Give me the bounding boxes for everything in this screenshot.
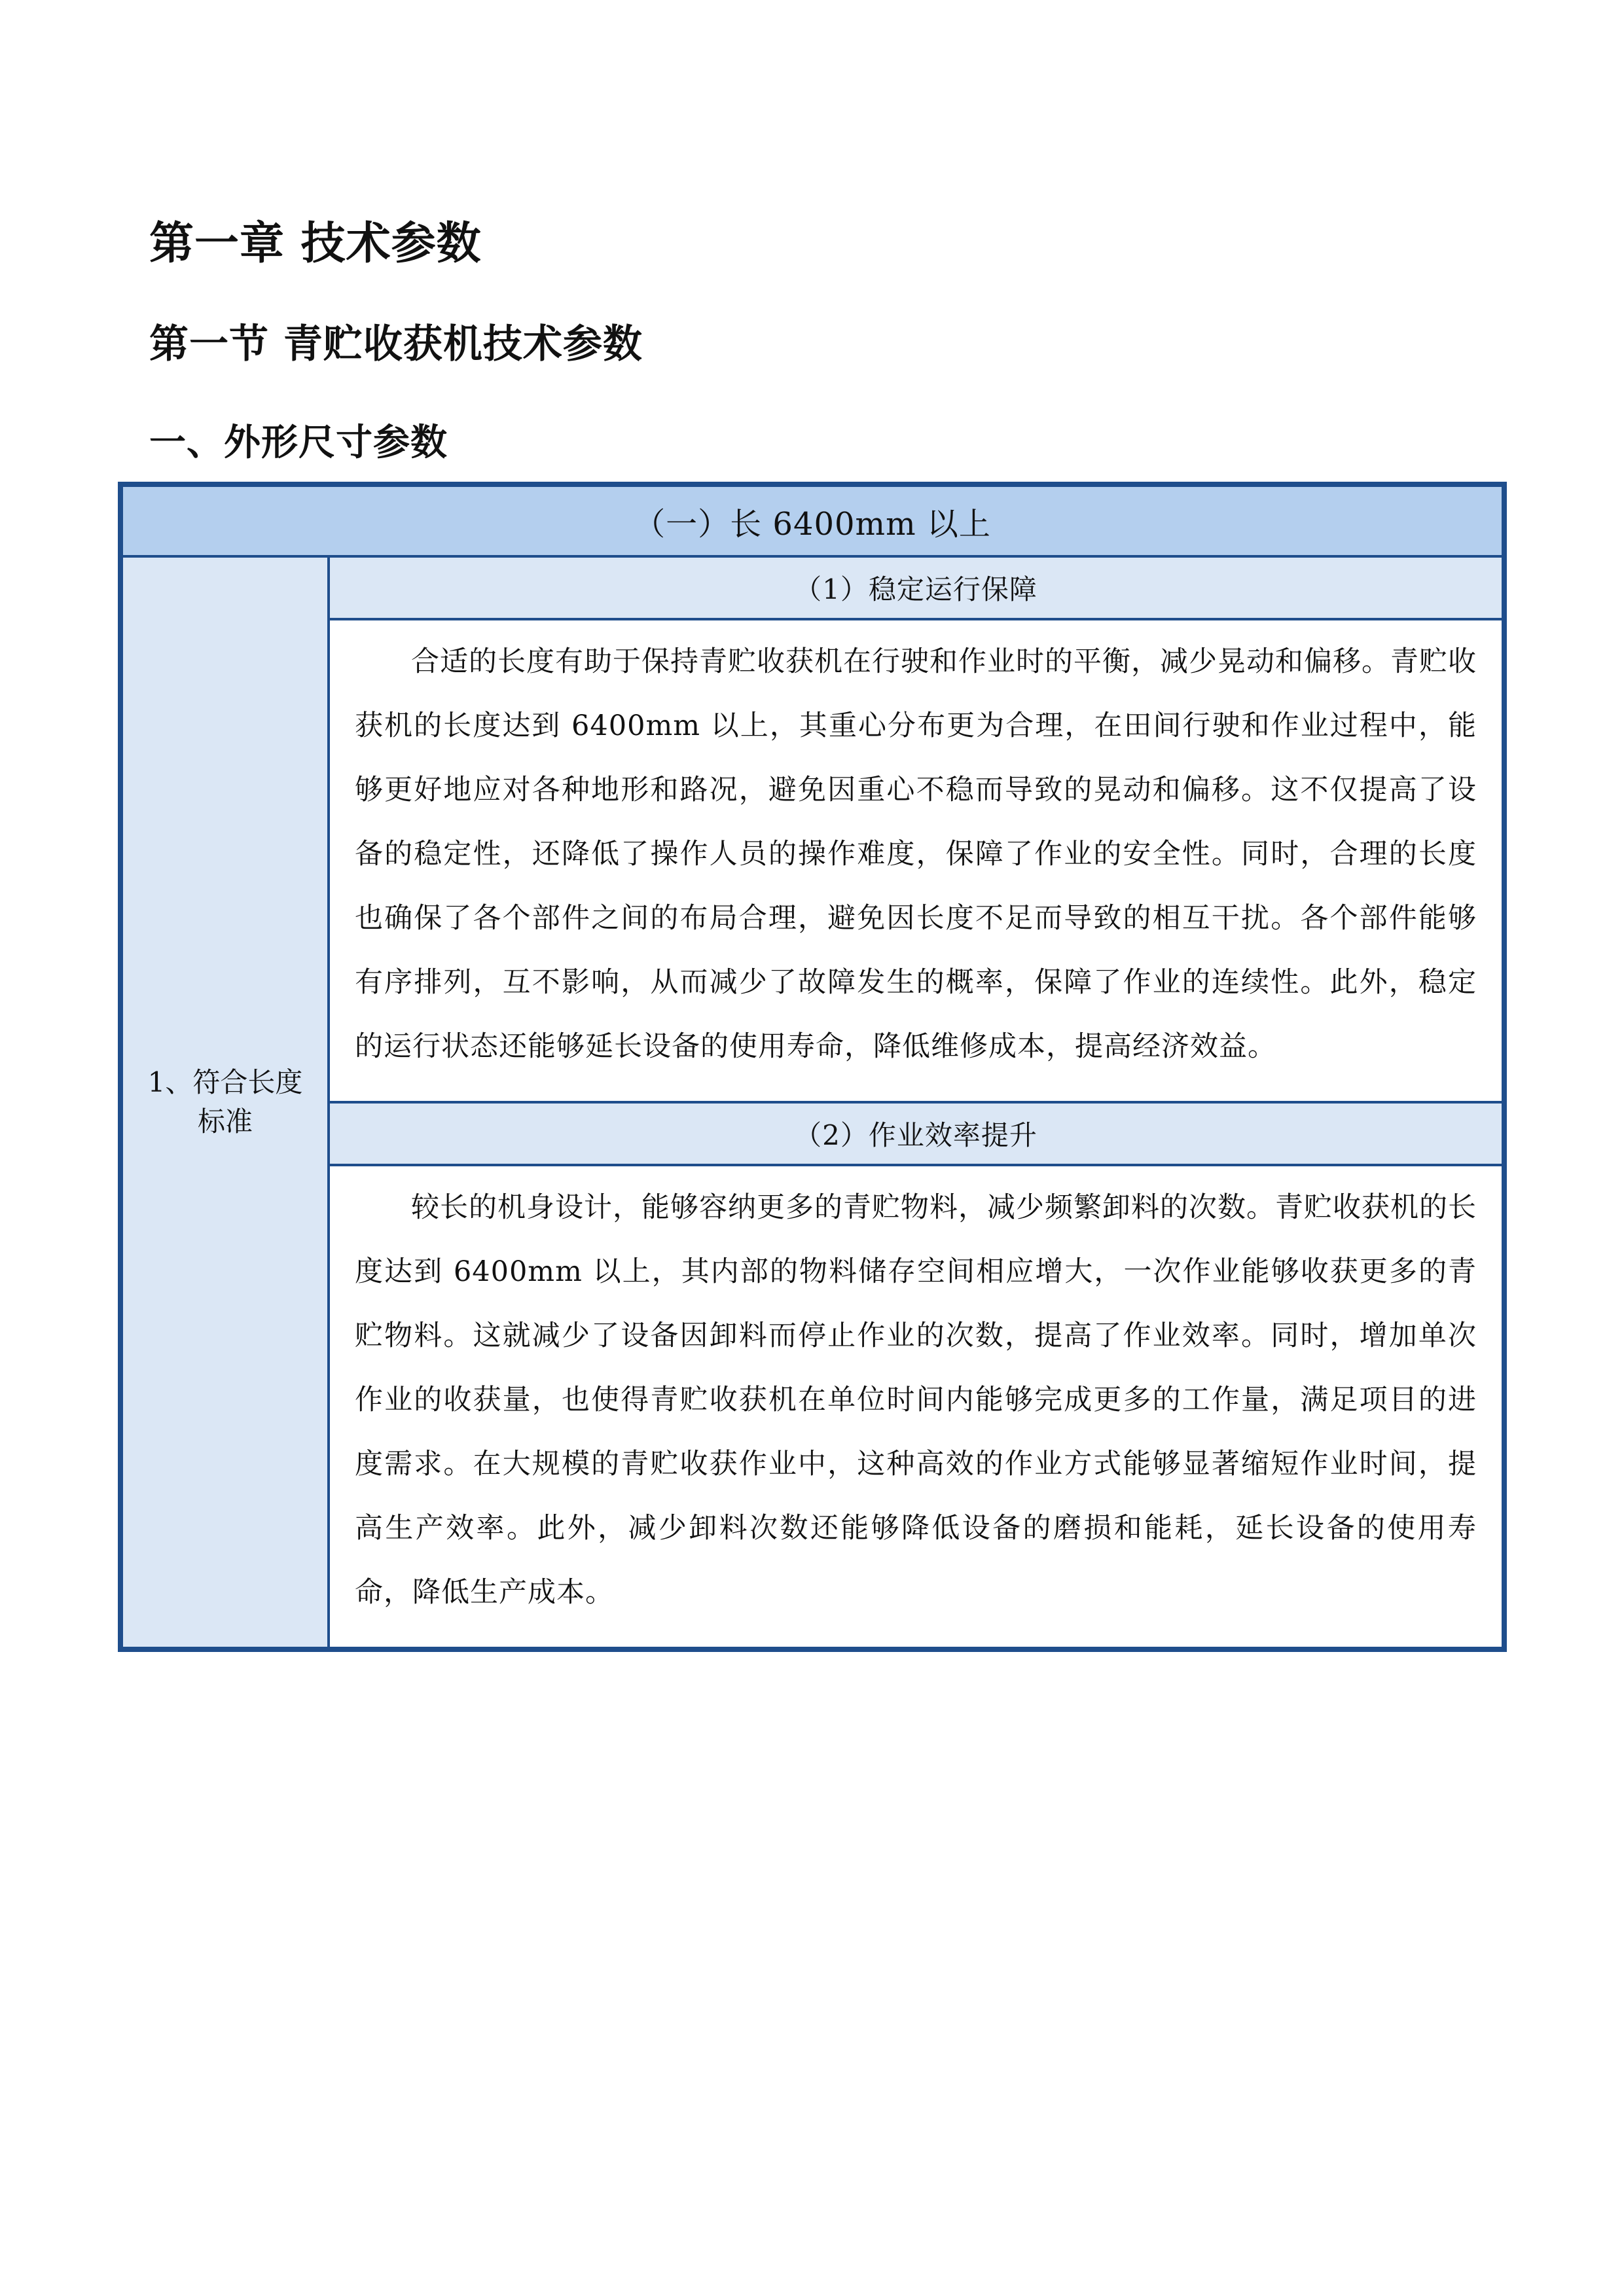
table-row xyxy=(120,556,1504,619)
table-row xyxy=(120,1165,1504,1649)
item-body-cell xyxy=(329,1165,1504,1649)
item-title-efficiency: （2）作业效率提升 xyxy=(329,1102,1504,1165)
chapter-title: 第一章 技术参数 xyxy=(149,218,482,270)
item-body-efficiency: 较长的机身设计，能够容纳更多的青贮物料，减少频繁卸料的次数。青贮收获机的长度达到 6400mm 以上，其内部的物料储存空间相应增大，一次作业能够收获更多的青贮物料。这就减少了设备因卸料而停止作业的次数，提高了作业效率。同时，增加单次作业的收获量，也使得青贮收获机在单位时间内能够完成更多的工作量，满足项目的进度需求。在大规模的青贮收获作业中，这种高效的作业方式能够显著缩短作业时间，提高生产效率。此外，减少卸料次数还能够降低设备的磨损和能耗，延长设备的使用寿命，降低生产成本。 xyxy=(355,1191,1477,1609)
table-row xyxy=(120,1102,1504,1165)
item-title-stability: （1）稳定运行保障 xyxy=(329,556,1504,619)
table-header-row xyxy=(120,484,1504,556)
table-header: （一）长 6400mm 以上 xyxy=(120,484,1504,556)
row-label: 1、符合长度标准 xyxy=(120,556,329,1649)
subsection-title: 一、外形尺寸参数 xyxy=(149,422,448,464)
section-title: 第一节 青贮收获机技术参数 xyxy=(149,321,643,367)
item-body-cell xyxy=(329,619,1504,1102)
table-row xyxy=(120,619,1504,1102)
parameter-table xyxy=(118,482,1507,1652)
item-body-stability: 合适的长度有助于保持青贮收获机在行驶和作业时的平衡，减少晃动和偏移。青贮收获机的长度达到 6400mm 以上，其重心分布更为合理，在田间行驶和作业过程中，能够更好地应对各种地形和路况，避免因重心不稳而导致的晃动和偏移。这不仅提高了设备的稳定性，还降低了操作人员的操作难度，保障了作业的安全性。同时，合理的长度也确保了各个部件之间的布局合理，避免因长度不足而导致的相互干扰。各个部件能够有序排列，互不影响，从而减少了故障发生的概率，保障了作业的连续性。此外，稳定的运行状态还能够延长设备的使用寿命，降低维修成本，提高经济效益。 xyxy=(355,645,1477,1063)
